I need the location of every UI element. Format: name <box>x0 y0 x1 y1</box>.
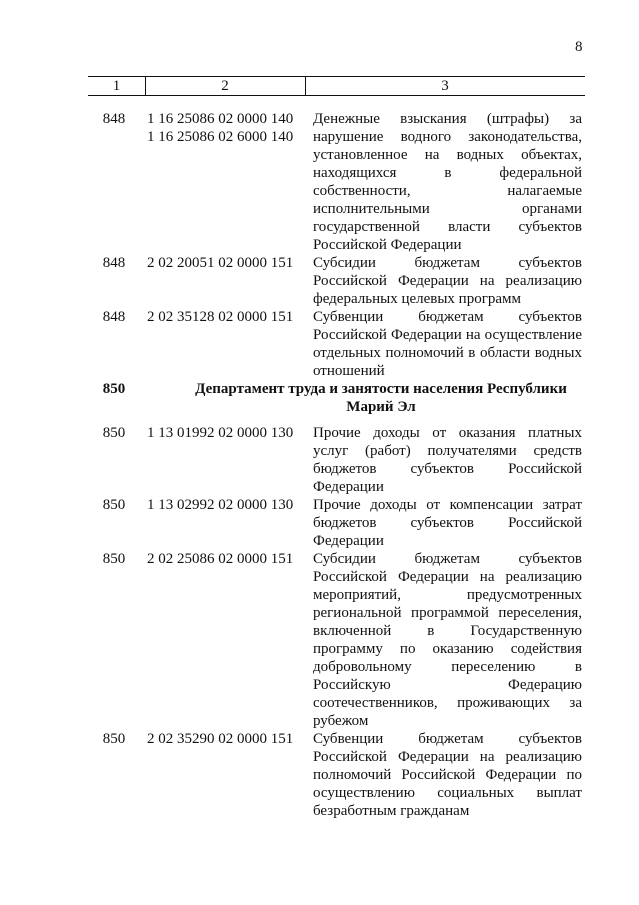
income-codes <box>147 308 307 326</box>
description-line: осуществлению социальных выплат <box>313 785 582 801</box>
description-line: Российской Федерации на осуществление <box>313 327 582 343</box>
income-description <box>313 730 582 820</box>
column-header-2: 2 <box>221 78 229 94</box>
admin-code: 850 <box>102 551 126 567</box>
description-line: Субвенции бюджетам субъектов <box>313 731 582 747</box>
income-description <box>313 550 582 730</box>
income-codes <box>147 110 307 146</box>
income-code: 2 02 20051 02 0000 151 <box>147 255 294 271</box>
description-line: Денежные взыскания (штрафы) за <box>313 111 582 127</box>
admin-code: 848 <box>102 309 126 325</box>
description-line: Субвенции бюджетам субъектов <box>313 309 582 325</box>
admin-code: 850 <box>102 425 126 441</box>
description-line: Российской Федерации на реализацию <box>313 749 582 765</box>
description-line: государственной власти субъектов <box>313 219 582 235</box>
department-title-line: Департамент труда и занятости населения Республики <box>195 381 567 397</box>
description-line: Российской Федерации <box>313 237 462 253</box>
description-line: добровольному переселению в <box>313 659 582 675</box>
description-line: нарушение водного законодательства, <box>313 129 582 145</box>
income-codes <box>147 550 307 568</box>
description-line: региональной программой переселения, <box>313 605 582 621</box>
column-header-1: 1 <box>112 78 121 94</box>
column-header-3: 3 <box>441 78 449 94</box>
description-line: бюджетов субъектов Российской <box>313 461 582 477</box>
description-line: Прочие доходы от компенсации затрат <box>313 497 582 513</box>
income-code: 1 13 02992 02 0000 130 <box>147 497 294 513</box>
description-line: Российской Федерации на реализацию <box>313 569 582 585</box>
description-line: мероприятий, предусмотренных <box>313 587 582 603</box>
description-line: услуг (работ) получателями средств <box>313 443 582 459</box>
income-description <box>313 254 582 308</box>
description-line: Федерации <box>313 479 384 495</box>
income-codes <box>147 496 307 514</box>
income-code: 1 16 25086 02 6000 140 <box>147 129 294 145</box>
admin-code: 848 <box>102 255 126 271</box>
department-code: 850 <box>102 381 126 397</box>
description-line: Прочие доходы от оказания платных <box>313 425 582 441</box>
description-line: безработным гражданам <box>313 803 470 819</box>
description-line: находящихся в федеральной <box>313 165 582 181</box>
department-title-line: Марий Эл <box>346 399 416 415</box>
income-description <box>313 308 582 380</box>
income-codes <box>147 730 307 748</box>
page-number: 8 <box>575 39 583 55</box>
income-code: 2 02 35128 02 0000 151 <box>147 309 294 325</box>
description-line: соотечественников, проживающих за <box>313 695 582 711</box>
income-description <box>313 424 582 496</box>
description-line: Российскую Федерацию <box>313 677 582 693</box>
income-description <box>313 110 582 254</box>
income-codes <box>147 424 307 442</box>
description-line: включенной в Государственную <box>313 623 582 639</box>
description-line: Федерации <box>313 533 384 549</box>
admin-code: 850 <box>102 497 126 513</box>
admin-code: 850 <box>102 731 126 747</box>
description-line: исполнительными органами <box>313 201 582 217</box>
income-code: 1 13 01992 02 0000 130 <box>147 425 294 441</box>
description-line: бюджетов субъектов Российской <box>313 515 582 531</box>
description-line: федеральных целевых программ <box>313 291 522 307</box>
description-line: рубежом <box>313 713 369 729</box>
income-description <box>313 496 582 550</box>
description-line: собственности, налагаемые <box>313 183 582 199</box>
description-line: установленное на водных объектах, <box>313 147 582 163</box>
description-line: программу по оказанию содействия <box>313 641 582 657</box>
income-codes <box>147 254 307 272</box>
income-code: 1 16 25086 02 0000 140 <box>147 111 294 127</box>
admin-code: 848 <box>102 111 126 127</box>
description-line: отдельных полномочий в области водных <box>313 345 582 361</box>
description-line: Субсидии бюджетам субъектов <box>313 255 582 271</box>
income-code: 2 02 35290 02 0000 151 <box>147 731 294 747</box>
department-title <box>175 380 587 416</box>
description-line: полномочий Российской Федерации по <box>313 767 582 783</box>
description-line: Российской Федерации на реализацию <box>313 273 582 289</box>
description-line: Субсидии бюджетам субъектов <box>313 551 582 567</box>
description-line: отношений <box>313 363 385 379</box>
income-code: 2 02 25086 02 0000 151 <box>147 551 294 567</box>
